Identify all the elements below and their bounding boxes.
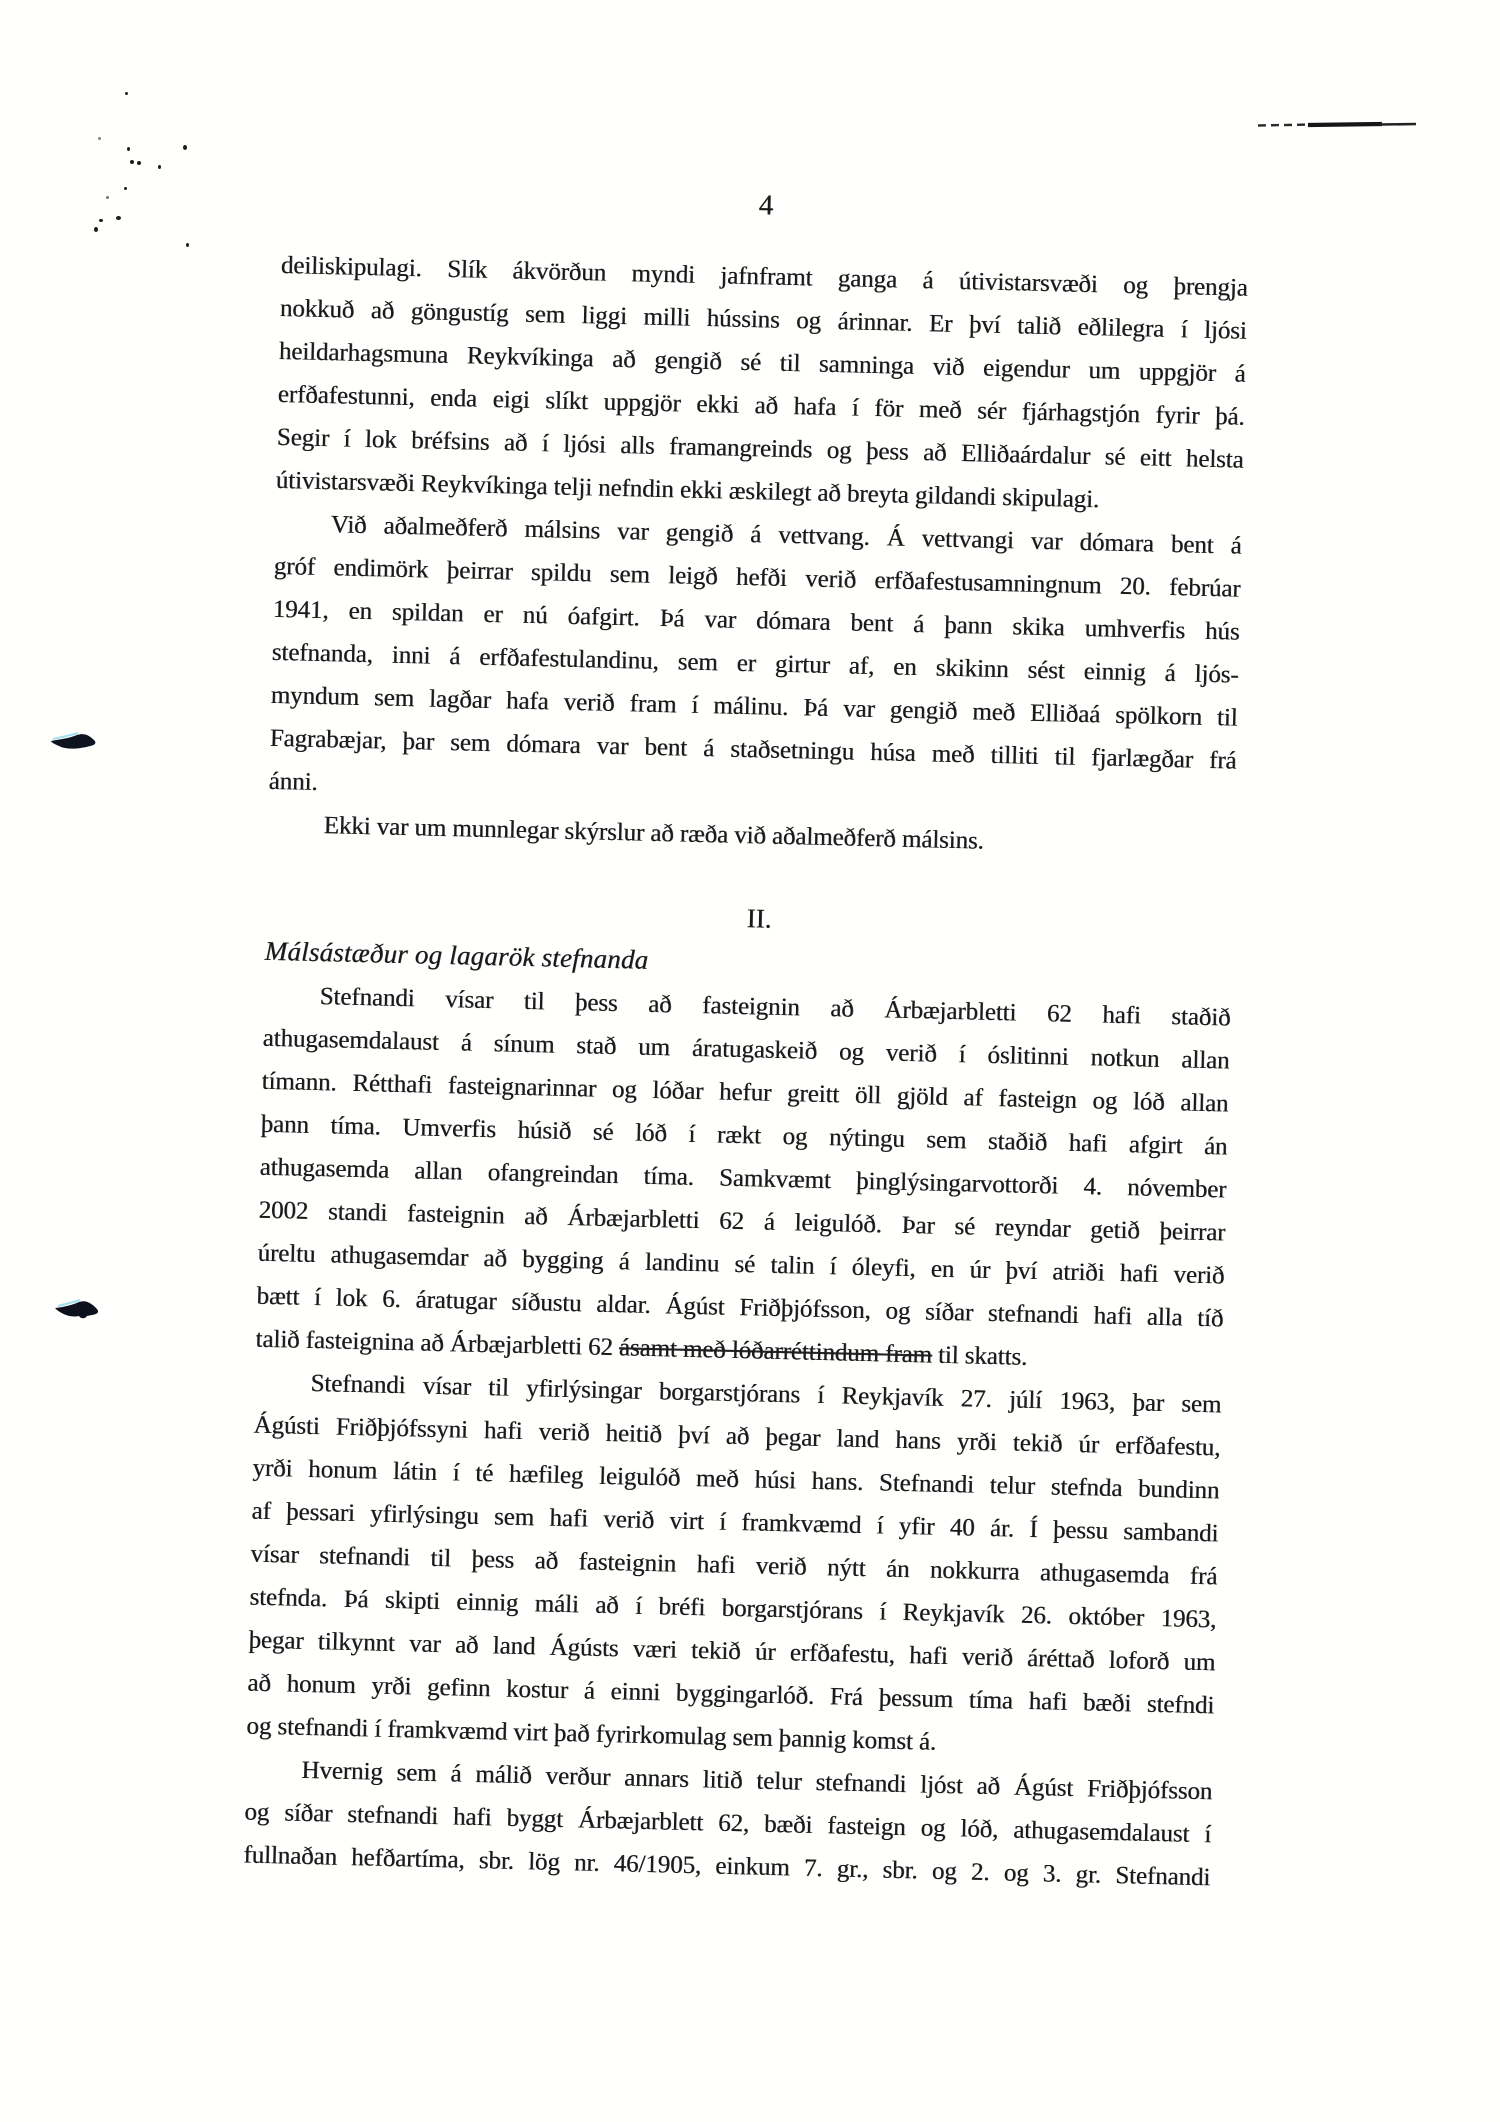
text-line: Stefnandi vísar til þess að fasteignin að Árbæjarbletti 62 hafi staðið	[319, 983, 1231, 1032]
text-line: erfðafestunni, enda eigi slíkt uppgjör ekki að hafa í för með sér fjárhagstjón fyrir þá.	[277, 380, 1245, 431]
scan-speck	[137, 161, 141, 165]
text-line: stefnda. Þá skipti einnig máli að í bréfi borgarstjórans í Reykjavík 26. október 1963,	[249, 1583, 1217, 1634]
scan-speck	[125, 92, 128, 95]
text-line: og stefnandi í framkvæmd virt það fyrirkomulag sem þannig komst á.	[246, 1712, 937, 1756]
scan-speck	[158, 165, 161, 169]
text-line: úreltu athugasemdar að bygging á landinu sé talin í óleyfi, en úr því atriði hafi verið	[257, 1239, 1225, 1290]
scan-speck	[130, 160, 134, 164]
subheading-italic: Málsástæður og lagarök stefnanda	[264, 935, 649, 975]
text-line: 2002 standi fasteignin að Árbæjarbletti 62 á leigulóð. Þar sé reyndar getið þeirrar	[258, 1196, 1226, 1247]
text-line: Við aðalmeðferð málsins var gengið á vettvang. Á vettvangi var dómara bent á	[330, 511, 1242, 560]
text-line: Stefnandi vísar til yfirlýsingar borgarstjórans í Reykjavík 27. júlí 1963, þar sem	[310, 1369, 1222, 1419]
text-line: heildarhagsmuna Reykvíkinga að gengið sé til samninga við eigendur um uppgjör á	[278, 337, 1246, 388]
scan-speck	[98, 137, 101, 140]
text-line: að honum yrði gefinn kostur á einni byggingarlóð. Frá þessum tíma hafi bæði stefndi	[247, 1669, 1215, 1720]
scan-speck	[127, 147, 130, 151]
scan-speck	[116, 216, 121, 220]
document-body	[243, 244, 1248, 1899]
scan-speck	[183, 145, 187, 150]
text-line: gróf endimörk þeirrar spildu sem leigð hefði verið erfðafestusamningnum 20. febrúar	[273, 552, 1241, 603]
text-line: bætt í lok 6. áratugar síðustu aldar. Ágúst Friðþjófsson, og síðar stefnandi hafi alla tíð	[256, 1282, 1224, 1333]
text-line: athugasemdalaust á sínum stað um áratugaskeið og verið í óslitinni notkun allan	[262, 1024, 1230, 1075]
text-line: deiliskipulagi. Slík ákvörðun myndi jafnframt ganga á útivistarsvæði og þrengja	[280, 251, 1248, 302]
text-line: 1941, en spildan er nú óafgirt. Þá var dómara bent á þann skika umhverfis hús	[272, 595, 1240, 646]
text-line: útivistarsvæði Reykvíkinga telji nefndin ekki æskilegt að breyta gildandi skipulagi.	[275, 466, 1100, 514]
paragraph	[246, 1361, 1222, 1771]
scan-speck	[124, 187, 127, 190]
paragraph	[255, 974, 1231, 1384]
pen-line-mark	[1256, 118, 1418, 130]
handwritten-check-mark	[54, 1296, 106, 1334]
paragraph	[275, 244, 1248, 525]
scan-speck	[99, 219, 103, 222]
text-line: talið fasteignina að Árbæjarbletti 62 ásamt með lóðarréttindum fram til skatts.	[255, 1325, 1028, 1371]
text-line: yrði honum látin í té hæfileg leigulóð með húsi hans. Stefnandi telur stefnda bundinn	[252, 1454, 1220, 1505]
text-line: tímann. Rétthafi fasteignarinnar og lóðar hefur greitt öll gjöld af fasteign og lóð allan	[261, 1067, 1229, 1118]
section-heading: II.	[746, 903, 772, 934]
scan-speck	[94, 227, 98, 232]
text-line: þann tíma. Umverfis húsið sé lóð í rækt og nýtingu sem staðið hafi afgirt án	[260, 1110, 1228, 1161]
handwritten-check-mark	[50, 726, 102, 764]
text-line: myndum sem lagðar hafa verið fram í málinu. Þá var gengið með Elliðaá spölkorn til	[270, 681, 1238, 732]
text-line: þegar tilkynnt var að land Ágústs væri tekið úr erfðafestu, hafi verið áréttað loforð um	[248, 1626, 1216, 1677]
text-line: ánni.	[268, 767, 318, 796]
paragraph	[268, 502, 1242, 826]
text-line: og síðar stefnandi hafi byggt Árbæjarblett 62, bæði fasteign og lóð, athugasemdalaust í	[244, 1798, 1212, 1849]
text-line: Ekki var um munnlegar skýrslur að ræða við aðalmeðferð málsins.	[323, 812, 985, 855]
scan-speck	[186, 243, 189, 247]
text-line: Fagrabæjar, þar sem dómara var bent á staðsetningu húsa með tilliti til fjarlægðar frá	[269, 724, 1237, 775]
page-number: 4	[758, 189, 774, 222]
text-line: Hvernig sem á málið verður annars litið telur stefnandi ljóst að Ágúst Friðþjófsson	[301, 1756, 1213, 1806]
document-text-block	[243, 176, 1250, 1899]
text-line: athugasemda allan ofangreindan tíma. Samkvæmt þinglýsingarvottorði 4. nóvember	[259, 1153, 1227, 1204]
scan-speck	[106, 196, 109, 199]
text-line: Segir í lok bréfsins að í ljósi alls framangreinds og þess að Elliðaárdalur sé eitt helsta	[276, 423, 1244, 474]
paragraph	[243, 1748, 1213, 1900]
text-line: af þessari yfirlýsingu sem hafi verið virt í framkvæmd í yfir 40 ár. Í þessu sambandi	[251, 1497, 1219, 1548]
text-line: Ágústi Friðþjófssyni hafi verið heitið því að þegar land hans yrði tekið úr erfðafestu,	[253, 1411, 1221, 1462]
text-line: vísar stefnandi til þess að fasteignin hafi verið nýtt án nokkurra athugasemda frá	[250, 1540, 1218, 1591]
struck-text: ásamt með lóðarréttindum fram	[618, 1334, 933, 1369]
text-line: fullnaðan hefðartíma, sbr. lög nr. 46/1905, einkum 7. gr., sbr. og 2. og 3. gr. Stefnandi	[243, 1841, 1211, 1892]
text-line: nokkuð að göngustíg sem liggi milli hússins og árinnar. Er því talið eðlilegra í ljósi	[279, 294, 1247, 345]
text-line: stefnanda, inni á erfðafestulandinu, sem er girtur af, en skikinn sést einnig á ljós-	[271, 638, 1239, 689]
